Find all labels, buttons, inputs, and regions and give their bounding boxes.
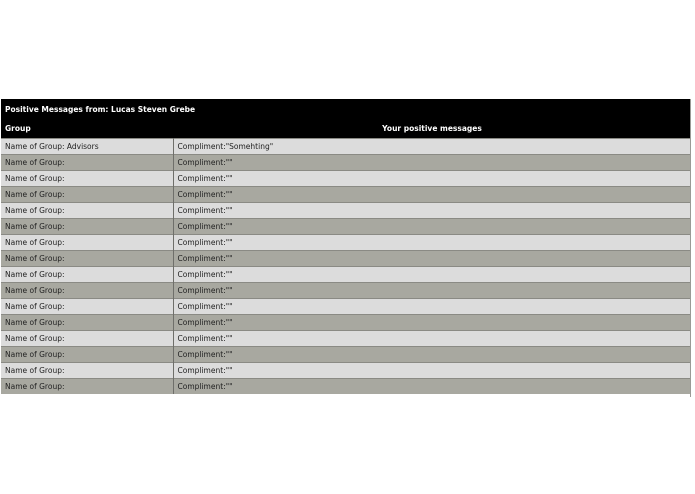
group-name-cell: Name of Group: (1, 379, 173, 395)
table-row (1, 315, 691, 331)
compliment-cell: Compliment:"" (173, 379, 691, 395)
group-name-cell: Name of Group: (1, 155, 173, 171)
group-name-cell: Name of Group: (1, 251, 173, 267)
compliment-cell: Compliment:"Somehting" (173, 139, 691, 155)
group-name-cell: Name of Group: (1, 219, 173, 235)
group-name-cell: Name of Group: (1, 299, 173, 315)
column-header-group: Group (1, 119, 173, 139)
positive-messages-table (1, 99, 691, 394)
table-right-border (690, 99, 691, 397)
table-row (1, 171, 691, 187)
table-row (1, 347, 691, 363)
group-name-cell: Name of Group: (1, 315, 173, 331)
table-header-row (1, 119, 691, 139)
compliment-cell: Compliment:"" (173, 363, 691, 379)
compliment-cell: Compliment:"" (173, 203, 691, 219)
compliment-cell: Compliment:"" (173, 283, 691, 299)
group-name-cell: Name of Group: (1, 171, 173, 187)
table-row (1, 283, 691, 299)
group-name-cell: Name of Group: (1, 267, 173, 283)
group-name-cell: Name of Group: (1, 203, 173, 219)
table-row (1, 379, 691, 395)
table-row (1, 219, 691, 235)
compliment-cell: Compliment:"" (173, 299, 691, 315)
compliment-cell: Compliment:"" (173, 171, 691, 187)
compliment-cell: Compliment:"" (173, 235, 691, 251)
group-name-cell: Name of Group: (1, 347, 173, 363)
group-name-cell: Name of Group: (1, 187, 173, 203)
group-name-cell: Name of Group: (1, 331, 173, 347)
compliment-cell: Compliment:"" (173, 331, 691, 347)
group-name-cell: Name of Group: Advisors (1, 139, 173, 155)
column-header-messages: Your positive messages (173, 119, 691, 139)
table-row (1, 299, 691, 315)
table-row (1, 139, 691, 155)
table-row (1, 155, 691, 171)
table-row (1, 331, 691, 347)
compliment-cell: Compliment:"" (173, 251, 691, 267)
table-row (1, 235, 691, 251)
table-row (1, 251, 691, 267)
table-row (1, 187, 691, 203)
compliment-cell: Compliment:"" (173, 315, 691, 331)
table-title: Positive Messages from: Lucas Steven Grebe (1, 99, 691, 119)
compliment-cell: Compliment:"" (173, 155, 691, 171)
group-name-cell: Name of Group: (1, 363, 173, 379)
table-title-row (1, 99, 691, 119)
positive-messages-table-container (1, 99, 691, 394)
compliment-cell: Compliment:"" (173, 347, 691, 363)
compliment-cell: Compliment:"" (173, 219, 691, 235)
table-row (1, 203, 691, 219)
table-row (1, 267, 691, 283)
group-name-cell: Name of Group: (1, 283, 173, 299)
compliment-cell: Compliment:"" (173, 187, 691, 203)
group-name-cell: Name of Group: (1, 235, 173, 251)
table-row (1, 363, 691, 379)
compliment-cell: Compliment:"" (173, 267, 691, 283)
